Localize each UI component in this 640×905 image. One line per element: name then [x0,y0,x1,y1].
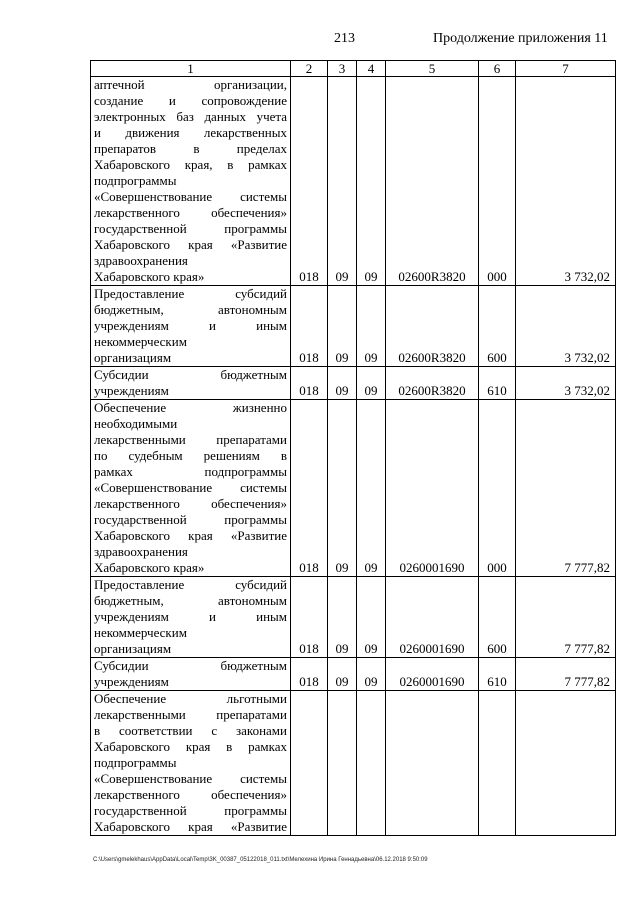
section-code-cell: 09 [328,367,357,400]
table-row [91,367,616,400]
item-name-line: бюджетным, автономным [94,302,287,317]
item-name-line: некоммерческим [94,625,187,640]
amount-cell: 7 777,82 [516,577,616,658]
item-name-line: «Совершенствование системы [94,771,287,786]
item-name-line: здравоохранения [94,544,188,559]
column-header: 1 [91,61,291,77]
target-item-code-cell [386,691,479,836]
subsection-code-cell: 09 [357,367,386,400]
ministry-code-cell [291,691,328,836]
item-name-line: электронных баз данных учета [94,109,287,124]
target-item-code-cell: 02600R3820 [386,367,479,400]
item-name-line: необходимыми [94,416,178,431]
subsection-code-cell: 09 [357,577,386,658]
item-name-line: Хабаровского края «Развитие [94,237,287,252]
item-name-cell [91,77,291,286]
item-name-line: в соответствии с законами [94,723,287,738]
subsection-code-cell: 09 [357,658,386,691]
item-name-line: подпрограммы [94,173,177,188]
item-name-line: Хабаровского края» [94,560,205,575]
section-code-cell: 09 [328,77,357,286]
item-name-line: препаратов в пределах [94,141,287,156]
item-name-line: Субсидии бюджетным [94,367,287,382]
ministry-code-cell: 018 [291,400,328,577]
item-name-line: аптечной организации, [94,77,287,92]
item-name-line: Хабаровского края «Развитие [94,819,287,834]
budget-table-body [91,61,616,836]
section-code-cell: 09 [328,286,357,367]
item-name-line: бюджетным, автономным [94,593,287,608]
item-name-line: Хабаровского края «Развитие [94,528,287,543]
column-header: 3 [328,61,357,77]
subsection-code-cell: 09 [357,286,386,367]
column-numbers-row [91,61,616,77]
table-row [91,286,616,367]
item-name-line: некоммерческим [94,334,187,349]
budget-table [90,60,616,836]
item-name-line: организациям [94,350,172,365]
item-name-cell [91,691,291,836]
column-header: 4 [357,61,386,77]
item-name-line: Хабаровского края в рамках [94,739,287,754]
expense-type-code-cell: 000 [479,77,516,286]
item-name-cell [91,286,291,367]
item-name-line: «Совершенствование системы [94,480,287,495]
section-code-cell: 09 [328,400,357,577]
ministry-code-cell: 018 [291,658,328,691]
subsection-code-cell: 09 [357,400,386,577]
ministry-code-cell: 018 [291,577,328,658]
item-name-line: государственной программы [94,803,287,818]
column-header: 5 [386,61,479,77]
section-code-cell: 09 [328,577,357,658]
table-row [91,691,616,836]
item-name-line: подпрограммы [94,755,177,770]
ministry-code-cell: 018 [291,286,328,367]
item-name-line: государственной программы [94,221,287,236]
item-name-line: учреждениям и иным [94,318,287,333]
item-name-line: Предоставление субсидий [94,577,287,592]
amount-cell: 7 777,82 [516,400,616,577]
target-item-code-cell: 02600R3820 [386,286,479,367]
item-name-line: «Совершенствование системы [94,189,287,204]
item-name-cell [91,400,291,577]
item-name-line: организациям [94,641,172,656]
expense-type-code-cell [479,691,516,836]
document-file-path: C:\Users\gmelekhaus\AppData\Local\Temp\3K_00387_05122018_011.txt\Мелехина Ирина Геннадьевна\06.12.2018 9:50:09 [93,857,428,863]
target-item-code-cell: 02600R3820 [386,77,479,286]
table-row [91,77,616,286]
target-item-code-cell: 0260001690 [386,400,479,577]
item-name-line: лекарственными препаратами [94,707,287,722]
item-name-line: учреждениям [94,383,169,398]
item-name-line: лекарственного обеспечения» [94,787,287,802]
item-name-line: лекарственного обеспечения» [94,205,287,220]
page-number: 213 [334,31,355,46]
item-name-line: здравоохранения [94,253,188,268]
column-header: 7 [516,61,616,77]
amount-cell: 3 732,02 [516,77,616,286]
subsection-code-cell [357,691,386,836]
expense-type-code-cell: 610 [479,367,516,400]
ministry-code-cell: 018 [291,367,328,400]
item-name-line: рамках подпрограммы [94,464,287,479]
expense-type-code-cell: 600 [479,577,516,658]
amount-cell: 3 732,02 [516,286,616,367]
item-name-cell [91,367,291,400]
section-code-cell: 09 [328,658,357,691]
table-row [91,658,616,691]
column-header: 6 [479,61,516,77]
item-name-line: Субсидии бюджетным [94,658,287,673]
item-name-line: Обеспечение льготными [94,691,287,706]
item-name-line: создание и сопровождение [94,93,287,108]
item-name-line: Хабаровского края, в рамках [94,157,287,172]
amount-cell: 3 732,02 [516,367,616,400]
expense-type-code-cell: 000 [479,400,516,577]
appendix-continuation-note: Продолжение приложения 11 [433,31,608,46]
item-name-cell [91,658,291,691]
item-name-line: лекарственными препаратами [94,432,287,447]
table-row [91,400,616,577]
expense-type-code-cell: 610 [479,658,516,691]
expense-type-code-cell: 600 [479,286,516,367]
ministry-code-cell: 018 [291,77,328,286]
target-item-code-cell: 0260001690 [386,658,479,691]
item-name-line: учреждениям [94,674,169,689]
target-item-code-cell: 0260001690 [386,577,479,658]
item-name-line: лекарственного обеспечения» [94,496,287,511]
item-name-line: Предоставление субсидий [94,286,287,301]
item-name-line: Хабаровского края» [94,269,205,284]
item-name-line: и движения лекарственных [94,125,287,140]
amount-cell: 7 777,82 [516,658,616,691]
table-row [91,577,616,658]
item-name-line: по судебным решениям в [94,448,287,463]
subsection-code-cell: 09 [357,77,386,286]
item-name-line: государственной программы [94,512,287,527]
item-name-cell [91,577,291,658]
amount-cell [516,691,616,836]
column-header: 2 [291,61,328,77]
item-name-line: Обеспечение жизненно [94,400,287,415]
item-name-line: учреждениям и иным [94,609,287,624]
section-code-cell [328,691,357,836]
